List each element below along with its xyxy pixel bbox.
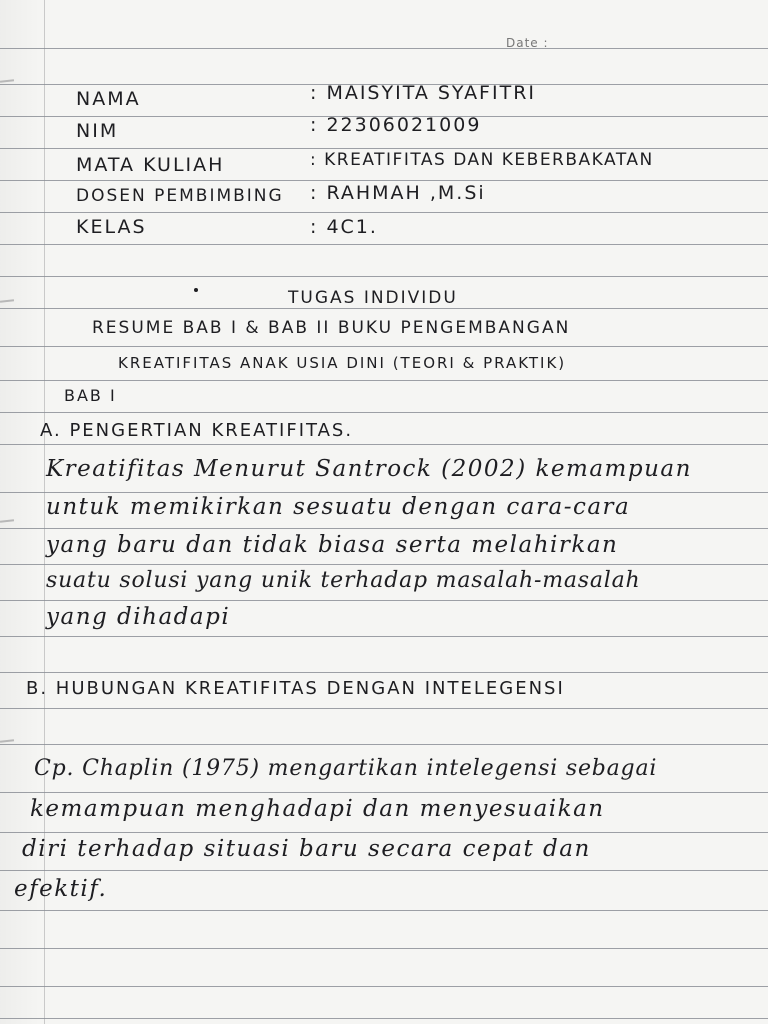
binding-mark: [0, 519, 14, 522]
date-label: Date :: [506, 36, 549, 50]
ruled-line: [0, 212, 768, 213]
section-b-heading: B. HUBUNGAN KREATIFITAS DENGAN INTELEGENSI: [26, 678, 565, 699]
ruled-line: [0, 986, 768, 987]
chapter-label: BAB I: [64, 386, 117, 405]
binding-mark: [0, 79, 14, 82]
course-value: : KREATIFITAS DAN KEBERBAKATAN: [310, 150, 654, 170]
section-b-line: diri terhadap situasi baru secara cepat dan: [22, 836, 591, 862]
section-a-line: untuk memikirkan sesuatu dengan cara-cara: [46, 494, 631, 520]
ruled-line: [0, 948, 768, 949]
ink-dot: [194, 288, 198, 292]
ruled-line: [0, 672, 768, 673]
assignment-subtitle-line1: RESUME BAB I & BAB II BUKU PENGEMBANGAN: [92, 318, 571, 338]
assignment-title: TUGAS INDIVIDU: [288, 288, 458, 308]
lecturer-label: DOSEN PEMBIMBING: [76, 186, 284, 206]
section-a-line: yang dihadapi: [46, 604, 231, 630]
ruled-line: [0, 744, 768, 745]
section-b-line: Cp. Chaplin (1975) mengartikan intelegensi sebagai: [34, 756, 658, 781]
section-a-line: suatu solusi yang unik terhadap masalah-masalah: [46, 568, 641, 593]
ruled-line: [0, 180, 768, 181]
ruled-line: [0, 244, 768, 245]
ruled-line: [0, 276, 768, 277]
name-label: NAMA: [76, 88, 141, 110]
ruled-line: [0, 910, 768, 911]
ruled-line: [0, 380, 768, 381]
nim-value: : 22306021009: [310, 114, 482, 136]
ruled-line: [0, 870, 768, 871]
ruled-line: [0, 492, 768, 493]
nim-label: NIM: [76, 120, 119, 142]
ruled-line: [0, 708, 768, 709]
ruled-line: [0, 600, 768, 601]
ruled-line: [0, 528, 768, 529]
ruled-line: [0, 444, 768, 445]
ruled-line: [0, 792, 768, 793]
ruled-line: [0, 48, 768, 49]
ruled-line: [0, 636, 768, 637]
ruled-line: [0, 148, 768, 149]
ruled-line: [0, 412, 768, 413]
name-value: : MAISYITA SYAFITRI: [310, 82, 537, 104]
section-b-line: efektif.: [14, 876, 108, 902]
binding-mark: [0, 739, 14, 742]
ruled-line: [0, 832, 768, 833]
class-label: KELAS: [76, 216, 147, 238]
lecturer-value: : RAHMAH ,M.Si: [310, 182, 486, 204]
ruled-line: [0, 564, 768, 565]
section-b-line: kemampuan menghadapi dan menyesuaikan: [30, 796, 605, 822]
binding-mark: [0, 299, 14, 302]
section-a-heading: A. PENGERTIAN KREATIFITAS.: [40, 420, 354, 441]
course-label: MATA KULIAH: [76, 154, 225, 176]
ruled-line: [0, 346, 768, 347]
section-a-line: yang baru dan tidak biasa serta melahirkan: [46, 532, 619, 558]
ruled-line: [0, 308, 768, 309]
section-a-line: Kreatifitas Menurut Santrock (2002) kemampuan: [46, 456, 692, 482]
assignment-subtitle-line2: KREATIFITAS ANAK USIA DINI (TEORI & PRAKTIK): [118, 354, 567, 372]
class-value: : 4C1.: [310, 216, 378, 238]
ruled-line: [0, 1018, 768, 1019]
